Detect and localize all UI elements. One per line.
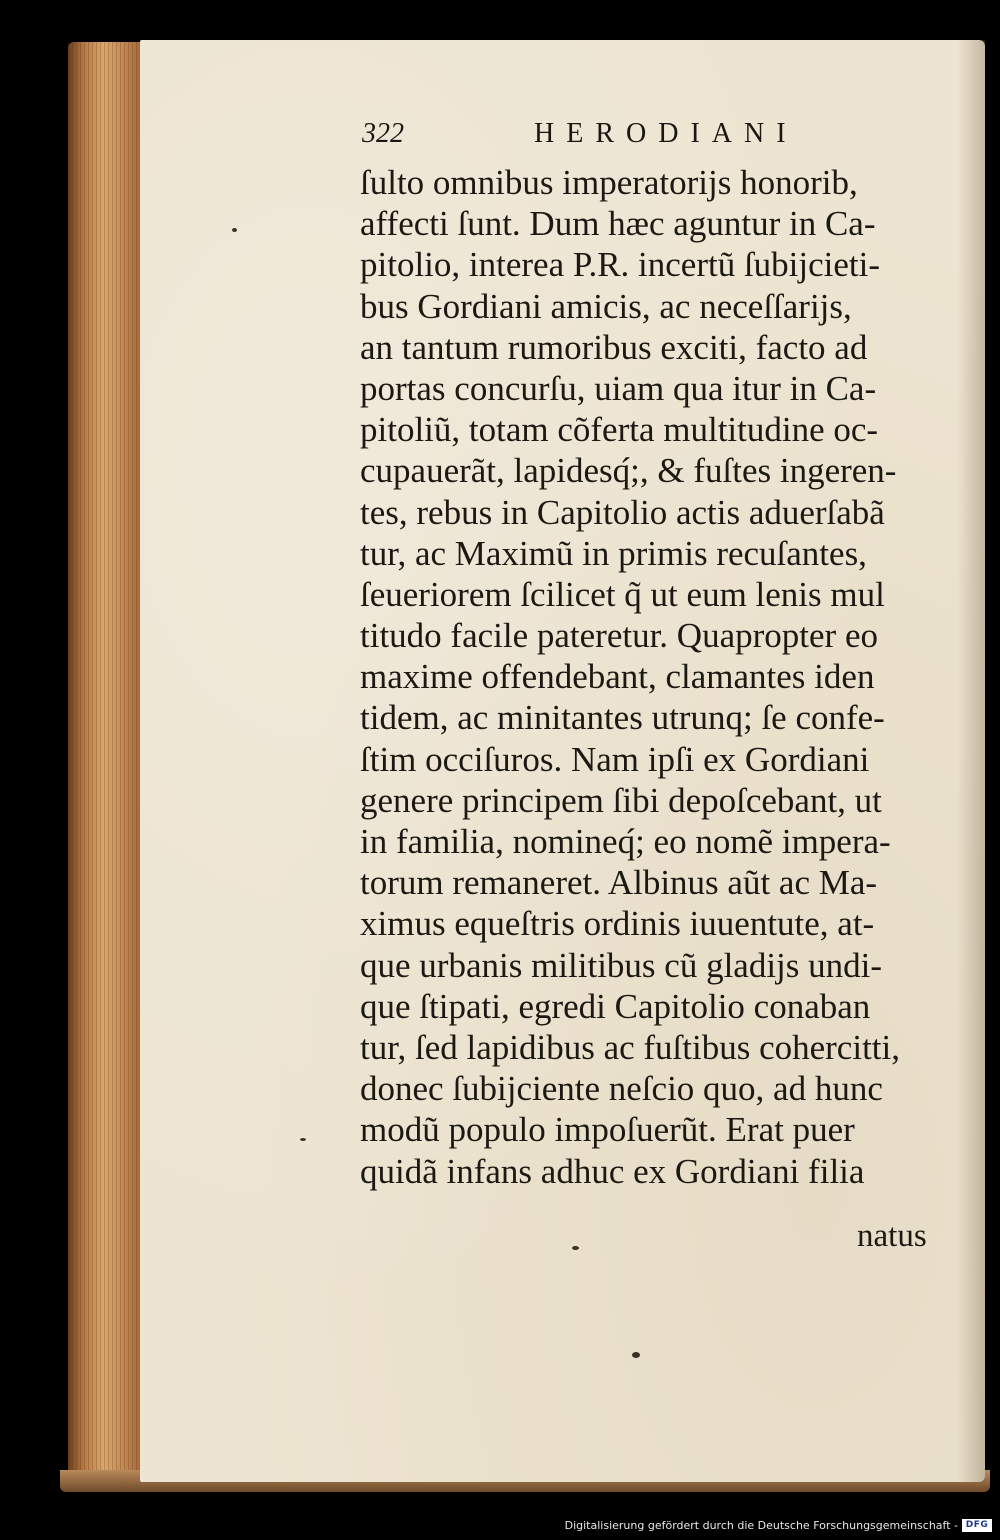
text-line: in familia, nomineq́; eo nomẽ impera- [360, 822, 891, 861]
page-number: 322 [362, 118, 404, 149]
text-line: an tantum rumoribus exciti, facto ad [360, 327, 868, 367]
text-line: ximus equeſtris ordinis iuuentute, at- [360, 904, 875, 944]
dfg-logo-icon: DFG [962, 1519, 992, 1532]
text-line: ſtim occiſuros. Nam ipſi ex Gordiani [360, 739, 870, 779]
text-line: tes, rebus in Capitolio actis aduerſabã [360, 492, 885, 532]
text-line: tur, ac Maximũ in primis recuſantes, [360, 533, 867, 573]
credit-text: Digitalisierung gefördert durch die Deutsche Forschungsgemeinschaft - [564, 1518, 958, 1532]
text-line: affecti ſunt. Dum hæc aguntur in Ca- [360, 204, 876, 244]
catchword: natus [857, 1218, 927, 1254]
text-line: tur, ſed lapidibus ac fuſtibus cohercitti, [360, 1027, 900, 1067]
text-line: cupauerãt, lapidesq́;, & fuſtes ingeren- [360, 451, 897, 491]
ink-speck [572, 1246, 579, 1250]
text-line: bus Gordiani amicis, ac neceſſarijs, [360, 286, 852, 326]
ink-speck [300, 1138, 306, 1141]
text-line: ſulto omnibus imperatorijs honorib, [360, 163, 858, 202]
text-line: ſeueriorem ſcilicet q̃ ut eum lenis mul [360, 574, 885, 614]
text-line: que ſtipati, egredi Capitolio conaban [360, 986, 871, 1026]
text-line: que urbanis militibus cũ gladijs undi- [360, 945, 883, 985]
text-line: tidem, ac minitantes utrunq; ſe confe- [360, 698, 885, 738]
text-line: torum remaneret. Albinus aũt ac Ma- [360, 863, 878, 903]
text-line: maxime offendebant, clamantes iden [360, 657, 875, 697]
text-line: quidã infans adhuc ex Gordiani filia [360, 1151, 865, 1191]
ink-speck [632, 1352, 640, 1358]
text-line: genere principem ſibi depoſcebant, ut [360, 780, 882, 820]
digitization-credit [565, 1516, 992, 1534]
body-text [360, 162, 965, 1192]
text-line: donec ſubijciente neſcio quo, ad hunc [360, 1069, 883, 1109]
text-line: titudo facile pateretur. Quapropter eo [360, 616, 878, 656]
text-line: portas concurſu, uiam qua itur in Ca- [360, 368, 877, 408]
ink-speck [232, 228, 237, 232]
text-line: pitolio, interea P.R. incertũ ſubijcieti- [360, 245, 881, 285]
running-head: HERODIANI [534, 118, 798, 149]
text-line: pitoliũ, totam cõferta multitudine oc- [360, 410, 879, 450]
text-line: modũ populo impoſuerũt. Erat puer [360, 1110, 855, 1150]
page-header [362, 118, 962, 158]
